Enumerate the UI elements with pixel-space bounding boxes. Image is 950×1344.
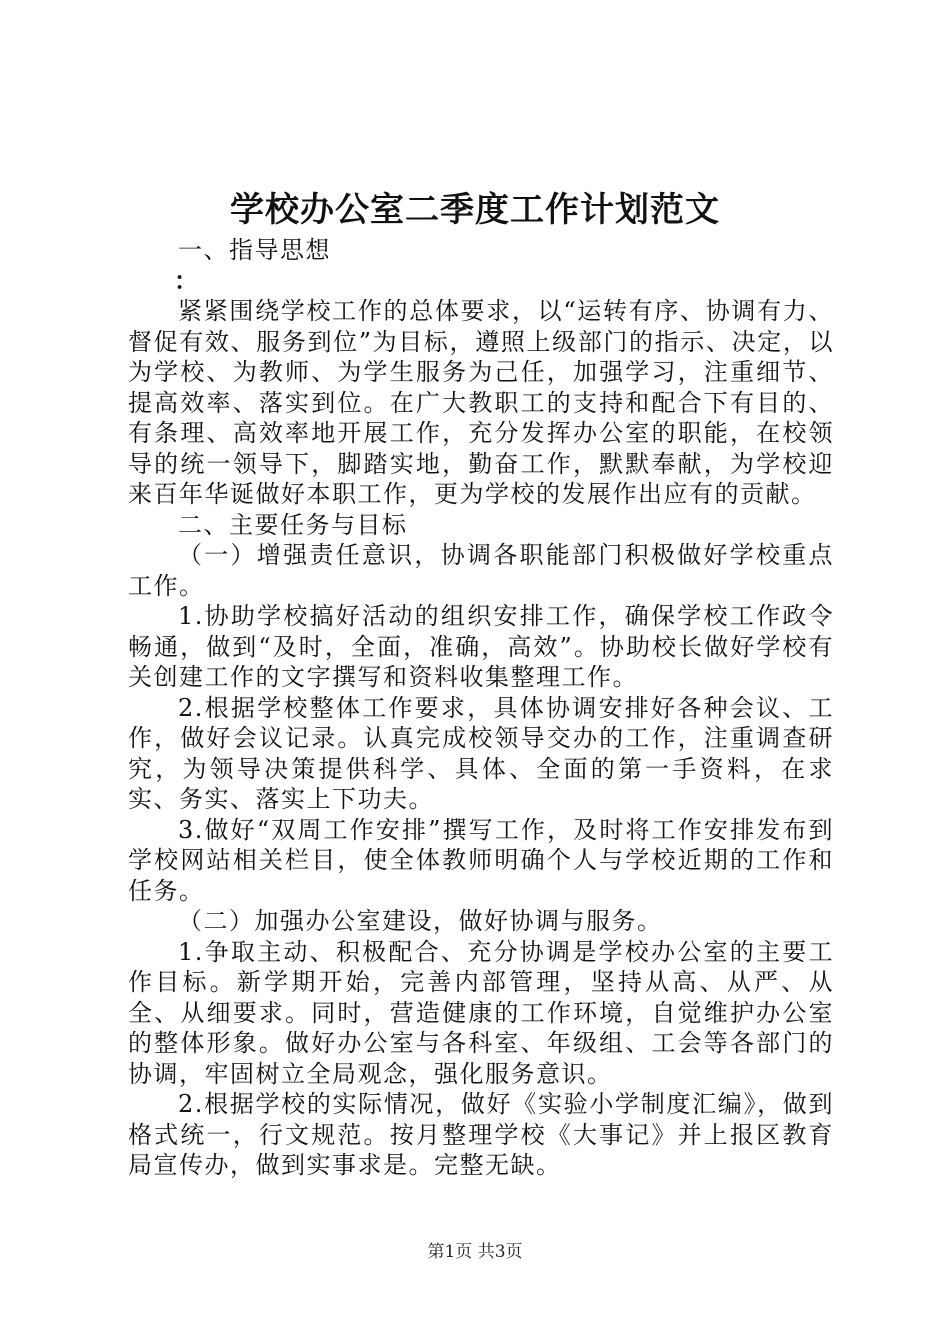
paragraph-item-2: 2.根据学校整体工作要求，具体协调安排好各种会议、工作，做好会议记录。认真完成校领导交办的工作，注重调查研究，为领导决策提供科学、具体、全面的第一手资料，在求实、务实、落实上下功夫。 bbox=[128, 693, 834, 813]
subsection-heading-office-building: （二）加强办公室建设，做好协调与服务。 bbox=[178, 907, 663, 935]
paragraph-item-3: 3.做好“双周工作安排”撰写工作，及时将工作安排发布到学校网站相关栏目，使全体教师明确个人与学校近期的工作和任务。 bbox=[128, 815, 834, 905]
subsection-heading-responsibility: （一）增强责任意识，协调各职能部门积极做好学校重点工作。 bbox=[128, 541, 834, 600]
section-heading-main-tasks: 二、主要任务与目标 bbox=[178, 510, 408, 539]
colon-line: ： bbox=[174, 265, 200, 295]
document-title: 学校办公室二季度工作计划范文 bbox=[230, 190, 720, 230]
paragraph-office-item-2: 2.根据学校的实际情况，做好《实验小学制度汇编》，做到格式统一，行文规范。按月整理学校《大事记》并上报区教育局宣传办，做到实事求是。完整无缺。 bbox=[128, 1090, 834, 1179]
paragraph-guiding-ideology: 紧紧围绕学校工作的总体要求，以“运转有序、协调有力、督促有效、服务到位”为目标，遵照上级部门的指示、决定，以为学校、为教师、为学生服务为己任，加强学习，注重细节、提高效率、落实到位。在广大教职工的支持和配合下有目的、有条理、高效率地开展工作，充分发挥办公室的职能，在校领导的统一领导下，脚踏实地，勤奋工作，默默奉献，为学校迎来百年华诞做好本职工作，更为学校的发展作出应有的贡献。 bbox=[128, 297, 834, 508]
document-body bbox=[128, 235, 834, 1181]
section-heading-guiding-ideology: 一、指导思想 bbox=[178, 236, 331, 264]
page-footer: 第1页 共3页 bbox=[427, 1242, 523, 1262]
paragraph-item-1: 1.协助学校搞好活动的组织安排工作，确保学校工作政令畅通，做到“及时，全面，准确，高效”。协助校长做好学校有关创建工作的文字撰写和资料收集整理工作。 bbox=[128, 602, 834, 691]
paragraph-office-item-1: 1.争取主动、积极配合、充分协调是学校办公室的主要工作目标。新学期开始，完善内部管理，坚持从高、从严、从全、从细要求。同时，营造健康的工作环境，自觉维护办公室的整体形象。做好办公室与各科室、年级组、工会等各部门的协调，牢固树立全局观念，强化服务意识。 bbox=[128, 937, 834, 1088]
